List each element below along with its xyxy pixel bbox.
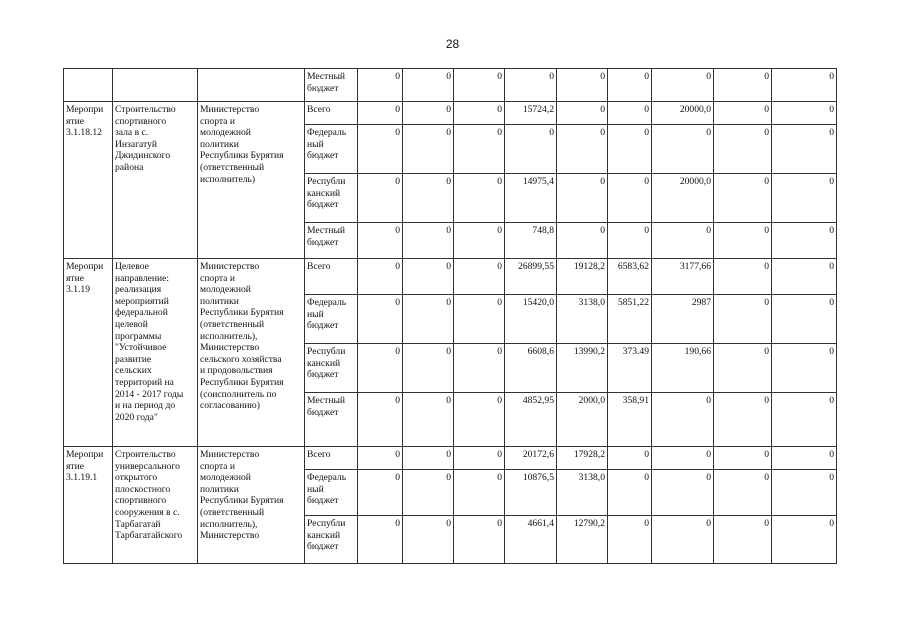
value-cell: 0 xyxy=(403,259,454,295)
value-cell: 5851,22 xyxy=(608,295,652,344)
value-cell: 15420,0 xyxy=(505,295,557,344)
value-cell: 0 xyxy=(714,295,772,344)
value-cell: 13990,2 xyxy=(557,344,608,393)
value-cell: 0 xyxy=(403,470,454,516)
value-cell: 0 xyxy=(772,259,837,295)
executor-cell: Министерство спорта и молодежной политики Республики Бурятия (ответственный исполнитель), Министерство сельского хозяйства и продовольствия Республики Бурятия (соисполнитель по согласованию) xyxy=(198,259,305,447)
value-cell: 0 xyxy=(358,102,403,125)
value-cell: 0 xyxy=(608,102,652,125)
value-cell: 0 xyxy=(772,125,837,174)
value-cell: 0 xyxy=(557,102,608,125)
table-row xyxy=(64,102,837,125)
value-cell: 0 xyxy=(557,125,608,174)
value-cell: 0 xyxy=(505,69,557,102)
funding-source-cell: Местный бюджет xyxy=(305,223,358,259)
value-cell: 0 xyxy=(772,344,837,393)
value-cell: 0 xyxy=(714,470,772,516)
value-cell: 20000,0 xyxy=(652,102,714,125)
value-cell: 0 xyxy=(358,344,403,393)
value-cell: 0 xyxy=(557,174,608,223)
executor-cell xyxy=(198,69,305,102)
value-cell: 0 xyxy=(454,516,505,564)
table-row xyxy=(64,69,837,102)
value-cell: 0 xyxy=(358,125,403,174)
value-cell: 0 xyxy=(608,174,652,223)
value-cell: 0 xyxy=(714,447,772,470)
activity-code-cell: Меропри ятие 3.1.18.12 xyxy=(64,102,113,259)
value-cell: 0 xyxy=(714,223,772,259)
activity-name-cell: Строительство спортивного зала в с. Инзагатуй Джидинского района xyxy=(113,102,198,259)
table-row xyxy=(64,447,837,470)
value-cell: 0 xyxy=(358,259,403,295)
value-cell: 0 xyxy=(652,223,714,259)
value-cell: 0 xyxy=(454,69,505,102)
value-cell: 0 xyxy=(652,470,714,516)
value-cell: 6583,62 xyxy=(608,259,652,295)
value-cell: 0 xyxy=(358,174,403,223)
value-cell: 0 xyxy=(714,174,772,223)
funding-source-cell: Федераль ный бюджет xyxy=(305,125,358,174)
value-cell: 4852,95 xyxy=(505,393,557,447)
value-cell: 0 xyxy=(454,102,505,125)
value-cell: 10876,5 xyxy=(505,470,557,516)
value-cell: 0 xyxy=(557,69,608,102)
value-cell: 0 xyxy=(652,125,714,174)
value-cell: 3138,0 xyxy=(557,295,608,344)
value-cell: 0 xyxy=(608,470,652,516)
value-cell: 19128,2 xyxy=(557,259,608,295)
value-cell: 0 xyxy=(403,516,454,564)
value-cell: 0 xyxy=(403,69,454,102)
value-cell: 0 xyxy=(505,125,557,174)
funding-source-cell: Местный бюджет xyxy=(305,69,358,102)
activity-code-cell: Меропри ятие 3.1.19.1 xyxy=(64,447,113,564)
page-number: 28 xyxy=(445,37,460,51)
value-cell: 0 xyxy=(652,447,714,470)
value-cell: 0 xyxy=(714,259,772,295)
value-cell: 0 xyxy=(358,223,403,259)
value-cell: 0 xyxy=(772,295,837,344)
activity-name-cell xyxy=(113,69,198,102)
value-cell: 0 xyxy=(403,344,454,393)
value-cell: 0 xyxy=(772,69,837,102)
funding-source-cell: Республи канский бюджет xyxy=(305,174,358,223)
value-cell: 0 xyxy=(454,223,505,259)
value-cell: 0 xyxy=(772,102,837,125)
value-cell: 0 xyxy=(608,69,652,102)
value-cell: 0 xyxy=(772,174,837,223)
value-cell: 0 xyxy=(454,393,505,447)
value-cell: 12790,2 xyxy=(557,516,608,564)
value-cell: 2000,0 xyxy=(557,393,608,447)
value-cell: 17928,2 xyxy=(557,447,608,470)
value-cell: 0 xyxy=(454,470,505,516)
value-cell: 0 xyxy=(403,102,454,125)
funding-source-cell: Местный бюджет xyxy=(305,393,358,447)
value-cell: 0 xyxy=(714,516,772,564)
value-cell: 0 xyxy=(652,393,714,447)
value-cell: 26899,55 xyxy=(505,259,557,295)
value-cell: 0 xyxy=(652,516,714,564)
value-cell: 3177,66 xyxy=(652,259,714,295)
value-cell: 0 xyxy=(714,125,772,174)
value-cell: 15724,2 xyxy=(505,102,557,125)
value-cell: 0 xyxy=(358,393,403,447)
value-cell: 0 xyxy=(608,516,652,564)
value-cell: 0 xyxy=(454,125,505,174)
value-cell: 0 xyxy=(358,516,403,564)
value-cell: 0 xyxy=(714,344,772,393)
activity-name-cell: Целевое направление: реализация мероприятий федеральной целевой программы "Устойчивое развитие сельских территорий на 2014 - 2017 годы и на период до 2020 года" xyxy=(113,259,198,447)
value-cell: 0 xyxy=(358,470,403,516)
value-cell: 2987 xyxy=(652,295,714,344)
value-cell: 0 xyxy=(772,223,837,259)
value-cell: 0 xyxy=(358,69,403,102)
value-cell: 373.49 xyxy=(608,344,652,393)
value-cell: 0 xyxy=(403,447,454,470)
value-cell: 0 xyxy=(454,447,505,470)
value-cell: 0 xyxy=(454,174,505,223)
value-cell: 0 xyxy=(454,295,505,344)
value-cell: 190,66 xyxy=(652,344,714,393)
value-cell: 0 xyxy=(557,223,608,259)
value-cell: 20172,6 xyxy=(505,447,557,470)
value-cell: 0 xyxy=(714,102,772,125)
value-cell: 748,8 xyxy=(505,223,557,259)
value-cell: 0 xyxy=(403,174,454,223)
value-cell: 0 xyxy=(652,69,714,102)
funding-source-cell: Федераль ный бюджет xyxy=(305,470,358,516)
funding-source-cell: Федераль ный бюджет xyxy=(305,295,358,344)
value-cell: 0 xyxy=(608,125,652,174)
value-cell: 20000,0 xyxy=(652,174,714,223)
value-cell: 6608,6 xyxy=(505,344,557,393)
activity-code-cell: Меропри ятие 3.1.19 xyxy=(64,259,113,447)
value-cell: 358,91 xyxy=(608,393,652,447)
funding-source-cell: Всего xyxy=(305,447,358,470)
funding-source-cell: Республи канский бюджет xyxy=(305,516,358,564)
value-cell: 0 xyxy=(403,295,454,344)
budget-table xyxy=(63,68,837,564)
table-row xyxy=(64,259,837,295)
value-cell: 0 xyxy=(403,125,454,174)
value-cell: 0 xyxy=(454,259,505,295)
funding-source-cell: Всего xyxy=(305,259,358,295)
value-cell: 4661,4 xyxy=(505,516,557,564)
funding-source-cell: Всего xyxy=(305,102,358,125)
activity-code-cell xyxy=(64,69,113,102)
value-cell: 0 xyxy=(714,393,772,447)
value-cell: 0 xyxy=(358,447,403,470)
table-body xyxy=(64,69,837,564)
value-cell: 0 xyxy=(403,223,454,259)
value-cell: 0 xyxy=(608,223,652,259)
value-cell: 0 xyxy=(403,393,454,447)
value-cell: 0 xyxy=(714,69,772,102)
value-cell: 0 xyxy=(772,393,837,447)
value-cell: 0 xyxy=(772,447,837,470)
value-cell: 14975,4 xyxy=(505,174,557,223)
value-cell: 0 xyxy=(358,295,403,344)
value-cell: 3138,0 xyxy=(557,470,608,516)
value-cell: 0 xyxy=(772,470,837,516)
executor-cell: Министерство спорта и молодежной политики Республики Бурятия (ответственный исполнитель), Министерство xyxy=(198,447,305,564)
funding-source-cell: Республи канский бюджет xyxy=(305,344,358,393)
executor-cell: Министерство спорта и молодежной политики Республики Бурятия (ответственный исполнитель) xyxy=(198,102,305,259)
value-cell: 0 xyxy=(454,344,505,393)
value-cell: 0 xyxy=(772,516,837,564)
activity-name-cell: Строительство универсального открытого плоскостного спортивного сооружения в с. Тарбагатай Тарбагатайского xyxy=(113,447,198,564)
value-cell: 0 xyxy=(608,447,652,470)
